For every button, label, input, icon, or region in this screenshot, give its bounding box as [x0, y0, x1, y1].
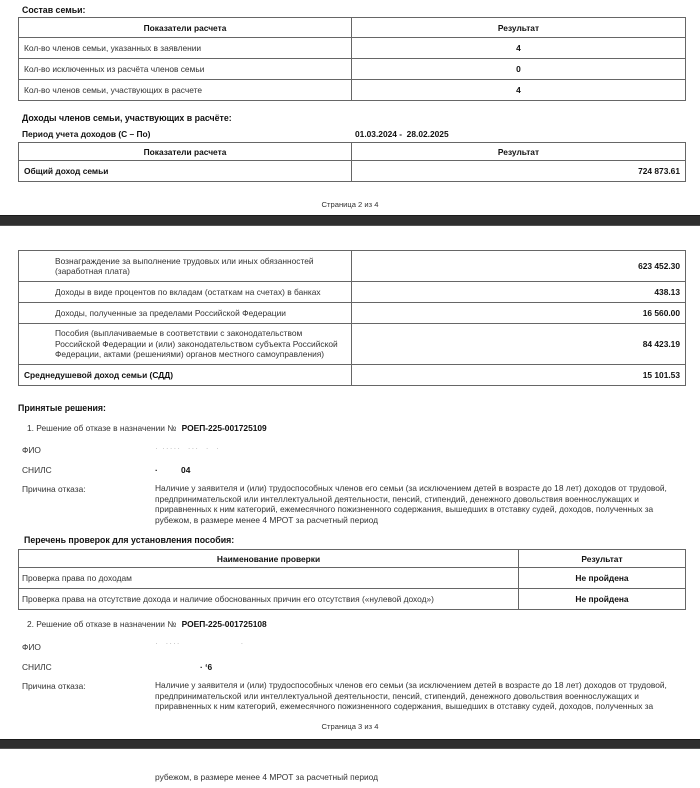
- income-item-label: Доходы в виде процентов по вкладам (остаткам на счетах) в банках: [19, 282, 352, 303]
- decision-heading-text: 2. Решение об отказе в назначении №: [27, 619, 177, 629]
- column-header: Показатели расчета: [19, 18, 352, 38]
- decisions-section-title: Принятые решения:: [18, 403, 106, 413]
- avg-income-value: 15 101.53: [352, 365, 686, 386]
- family-section-title: Состав семьи:: [22, 5, 86, 15]
- table-row: [19, 589, 686, 610]
- check-result: Не пройдена: [519, 568, 686, 589]
- page-separator: [0, 739, 700, 749]
- column-header: Результат: [352, 18, 686, 38]
- checks-section-title: Перечень проверок для установления пособия:: [24, 535, 235, 545]
- check-name: Проверка права по доходам: [19, 568, 519, 589]
- avg-income-label: Среднедушевой доход семьи (СДД): [19, 365, 352, 386]
- fio-value-redacted: · ····· ··· · ·: [155, 443, 220, 453]
- snils-label: СНИЛС: [22, 662, 52, 672]
- reason-value-continued: рубежом, в размере менее 4 МРОТ за расчетный период: [155, 772, 379, 782]
- table-row: [19, 59, 686, 80]
- income-item-value: 84 423.19: [352, 324, 686, 365]
- reason-label: Причина отказа:: [22, 484, 86, 494]
- row-label: Кол-во исключенных из расчёта членов семьи: [19, 59, 352, 80]
- income-total-table: [18, 142, 686, 182]
- family-table: [18, 17, 686, 101]
- income-item-value: 438.13: [352, 282, 686, 303]
- table-row: [19, 303, 686, 324]
- table-row: [19, 161, 686, 182]
- table-row: [19, 324, 686, 365]
- row-value: 4: [352, 38, 686, 59]
- table-row: [19, 80, 686, 101]
- table-header-row: [19, 143, 686, 161]
- snils-value-redacted: · 04: [155, 465, 191, 475]
- checks-table: [18, 549, 686, 610]
- income-item-label: Пособия (выплачиваемые в соответствии с законодательством Российской Федерации и (или) законодательством субъекта Российской Федерации, актами (решениями) органов местного самоуправления): [19, 324, 352, 365]
- decision-heading-text: 1. Решение об отказе в назначении №: [27, 423, 177, 433]
- income-breakdown-table: [18, 250, 686, 386]
- table-header-row: [19, 18, 686, 38]
- table-row: [19, 568, 686, 589]
- decision-heading: [27, 423, 267, 433]
- column-header: Результат: [352, 143, 686, 161]
- fio-label: ФИО: [22, 445, 41, 455]
- table-row: [19, 38, 686, 59]
- fio-value-redacted: · ···· ·: [155, 638, 245, 648]
- reason-value: Наличие у заявителя и (или) трудоспособных членов его семьи (за исключением детей в возрасте до 18 лет) доходов от трудовой, предпринимательской или интеллектуальной деятельности, пенсий, стипендий, денежного довольствия военнослужащих и приравненных к ним категорий, ежемесячного пожизненного содержания, вышедших в отставку судей, доходов, полученных за рубежом, в размере менее 4 МРОТ за расчетный период: [155, 483, 667, 525]
- decision-heading: [27, 619, 267, 629]
- table-row: [19, 365, 686, 386]
- snils-label: СНИЛС: [22, 465, 52, 475]
- decision-number: РОЕП-225-001725108: [181, 619, 267, 629]
- page-number: Страница 2 из 4: [321, 200, 379, 209]
- income-item-value: 16 560.00: [352, 303, 686, 324]
- reason-value: Наличие у заявителя и (или) трудоспособных членов его семьи (за исключением детей в возрасте до 18 лет) доходов от трудовой, предпринимательской или интеллектуальной деятельности, пенсий, стипендий, денежного довольствия военнослужащих и приравненных к ним категорий, ежемесячного пожизненного содержания, вышедших в отставку судей, доходов, полученных за: [155, 680, 667, 712]
- snils-value-redacted: · ‘6: [200, 662, 213, 672]
- total-income-value: 724 873.61: [352, 161, 686, 182]
- column-header: Результат: [519, 550, 686, 568]
- income-item-label: Вознаграждение за выполнение трудовых или иных обязанностей (заработная плата): [19, 251, 352, 282]
- page-separator: [0, 215, 700, 226]
- total-income-label: Общий доход семьи: [19, 161, 352, 182]
- page-number: Страница 3 из 4: [321, 722, 379, 731]
- income-item-value: 623 452.30: [352, 251, 686, 282]
- row-value: 0: [352, 59, 686, 80]
- row-label: Кол-во членов семьи, участвующих в расчете: [19, 80, 352, 101]
- period-label: Период учета доходов (С – По): [22, 129, 151, 139]
- decision-number: РОЕП-225-001725109: [181, 423, 267, 433]
- column-header: Наименование проверки: [19, 550, 519, 568]
- check-result: Не пройдена: [519, 589, 686, 610]
- row-value: 4: [352, 80, 686, 101]
- income-item-label: Доходы, полученные за пределами Российской Федерации: [19, 303, 352, 324]
- reason-label: Причина отказа:: [22, 681, 86, 691]
- fio-label: ФИО: [22, 642, 41, 652]
- row-label: Кол-во членов семьи, указанных в заявлении: [19, 38, 352, 59]
- check-name: Проверка права на отсутствие дохода и наличие обоснованных причин его отсутствия («нулевой доход»): [19, 589, 519, 610]
- period-value: 01.03.2024 - 28.02.2025: [355, 129, 449, 139]
- column-header: Показатели расчета: [19, 143, 352, 161]
- table-row: [19, 282, 686, 303]
- table-header-row: [19, 550, 686, 568]
- income-section-title: Доходы членов семьи, участвующих в расчёте:: [22, 113, 232, 123]
- table-row: [19, 251, 686, 282]
